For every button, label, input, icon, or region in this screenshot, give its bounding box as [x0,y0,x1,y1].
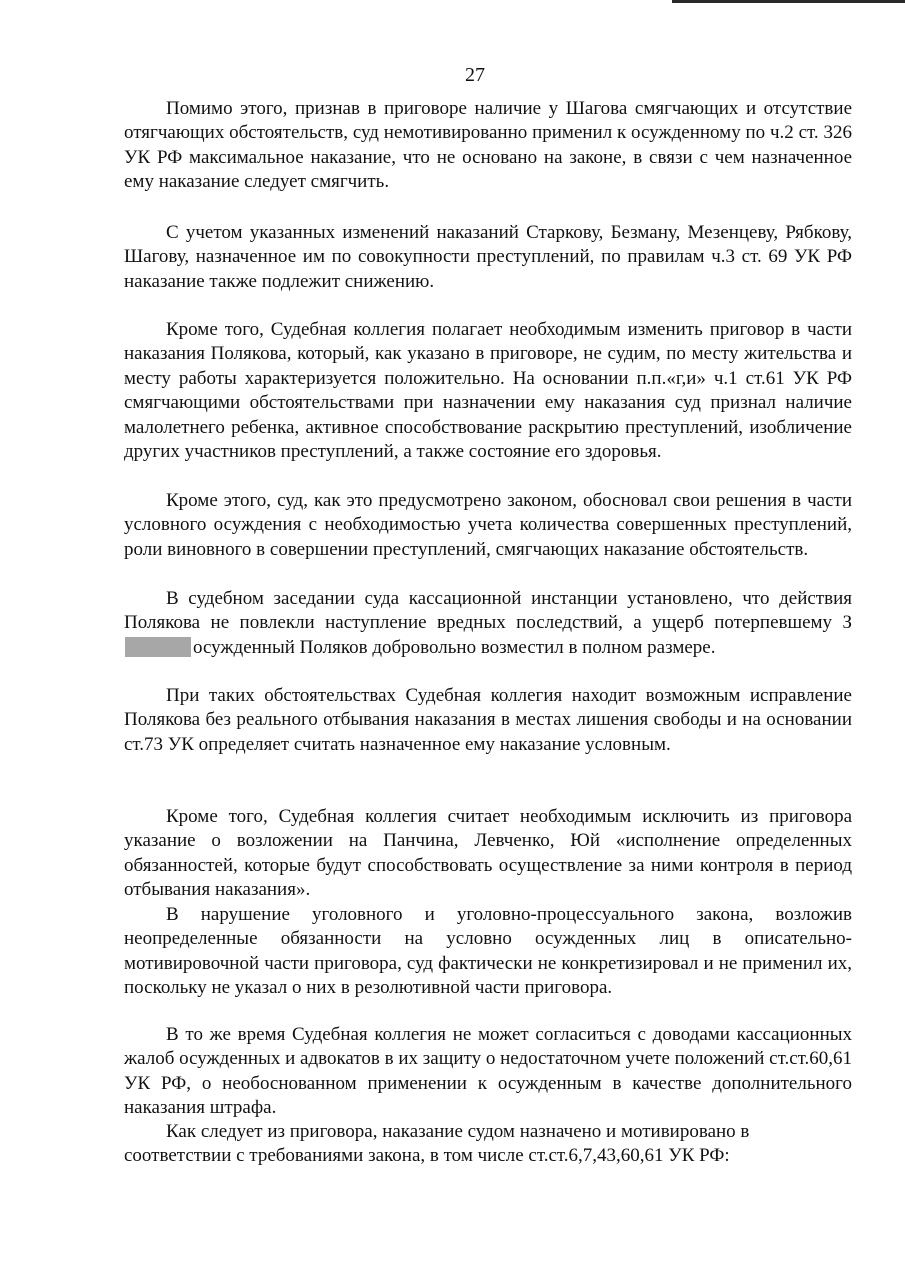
paragraph-shagov-sentence: Помимо этого, признав в приговоре наличие у Шагова смягчающих и отсутствие отягчающих обстоятельств, суд немотивированно применил к осужденному по ч.2 ст. 326 УК РФ максимальное наказание, что не основано на законе, в связи с чем назначенное ему наказание следует смягчить. [124,98,852,193]
paragraph-aggregate-sentence: С учетом указанных изменений наказаний Старкову, Безману, Мезенцеву, Рябкову, Шагову, назначенное им по совокупности преступлений, по правилам ч.3 ст. 69 УК РФ наказание также подлежит снижению. [124,222,852,292]
paragraph-damage-compensation [124,587,852,660]
paragraph-exclude-obligations: Кроме того, Судебная коллегия считает необходимым исключить из приговора указание о возложении на Панчина, Левченко, Юй «исполнение определенных обязанностей, которые будут способствовать осуществление за ними контроля в период отбывания наказания». [124,806,852,901]
paragraph-damage-text-start: В судебном заседании суда кассационной инстанции установлено, что действия Полякова не повлекли наступление вредных последствий, а ущерб потерпевшему З [124,588,852,634]
paragraph-law-violation: В нарушение уголовного и уголовно-процессуального закона, возложив неопределенные обязанности на условно осужденных лиц в описательно-мотивировочной части приговора, суд фактически не конкретизировал и не применил их, поскольку не указал о них в резолютивной части приговора. [124,904,852,999]
paragraph-conditional-sentence: Кроме этого, суд, как это предусмотрено законом, обосновал свои решения в части условного осуждения с необходимостью учета количества совершенных преступлений, роли виновного в совершении преступлений, смягчающих наказание обстоятельств. [124,490,852,560]
paragraph-sentence-motivated [124,1120,852,1169]
page-number: 27 [465,64,485,86]
paragraph-appeals-rejected: В то же время Судебная коллегия не может согласиться с доводами кассационных жалоб осужденных и адвокатов в их защиту о недостаточном учете положений ст.ст.60,61 УК РФ, о необоснованном применении к осужденным в качестве дополнительного наказания штрафа. [124,1024,852,1119]
paragraph-probation: При таких обстоятельствах Судебная коллегия находит возможным исправление Полякова без реального отбывания наказания в местах лишения свободы и на основании ст.73 УК определяет считать назначенное ему наказание условным. [124,685,852,755]
paragraph-sentence-line-2: соответствии с требованиями закона, в том числе ст.ст.6,7,43,60,61 УК РФ: [124,1145,730,1167]
paragraph-polyakov-mitigating: Кроме того, Судебная коллегия полагает необходимым изменить приговор в части наказания Полякова, который, как указано в приговоре, не судим, по месту жительства и месту работы характеризуется положительно. На основании п.п.«г,и» ч.1 ст.61 УК РФ смягчающими обстоятельствами при назначении ему наказания суд признал наличие малолетнего ребенка, активное способствование раскрытию преступлений, изобличение других участников преступлений, а также состояние его здоровья. [124,319,852,463]
redaction-box [125,637,191,657]
top-border-line [672,0,905,3]
paragraph-damage-text-end: осужденный Поляков добровольно возместил в полном размере. [193,636,716,658]
paragraph-sentence-line-1: Как следует из приговора, наказание судом назначено и мотивировано в [166,1121,750,1142]
